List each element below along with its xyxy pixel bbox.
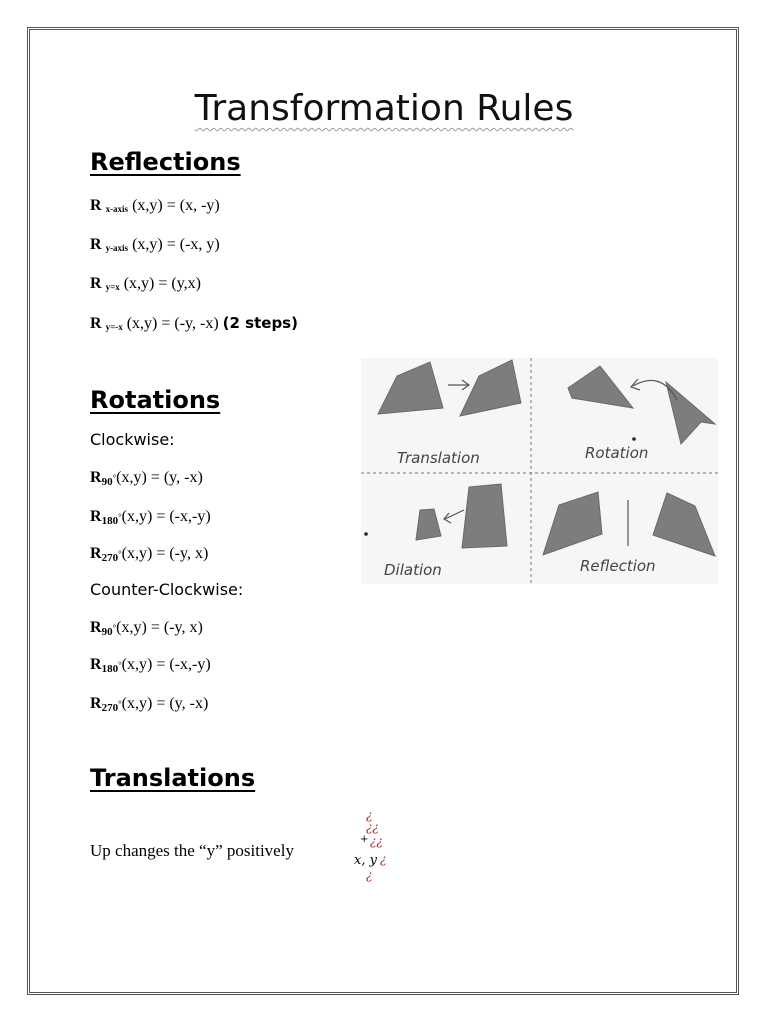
rotation-cw-270: [90, 545, 208, 563]
rotation-ccw-180: [90, 656, 211, 674]
reflections-heading: Reflections: [90, 148, 241, 176]
clockwise-label: Clockwise:: [90, 430, 175, 449]
rule-steps-note: (2 steps): [222, 314, 298, 332]
equation-glyph: ¿¿: [366, 820, 379, 834]
equation-xy: x, y: [354, 853, 377, 868]
degree-mark: °: [112, 473, 117, 483]
embedded-equation-object: [352, 808, 396, 886]
translation-label: Translation: [397, 449, 480, 467]
reflection-rule-x-axis: [90, 197, 220, 215]
rule-expression: (x,y) = (y,x): [123, 275, 201, 292]
rule-subscript: 90: [101, 626, 113, 638]
reflection-image-shape: [653, 493, 715, 556]
translations-heading: Translations: [90, 764, 256, 792]
rule-symbol: R: [90, 236, 102, 253]
rule-expression: (x,y) = (y, -x): [116, 469, 203, 486]
dilation-label: Dilation: [384, 561, 442, 579]
rule-symbol: R: [90, 545, 102, 562]
reflection-rule-y-axis: [90, 236, 220, 254]
rule-subscript: 90: [101, 476, 113, 488]
degree-mark: °: [118, 512, 122, 522]
rotation-image-shape: [666, 382, 715, 444]
reflection-original-shape: [543, 492, 602, 555]
reflection-label: Reflection: [580, 557, 656, 575]
rotation-label: Rotation: [585, 444, 649, 462]
translations-text: Up changes the “y” positively: [90, 841, 294, 860]
rotation-ccw-90: [90, 619, 203, 637]
degree-mark: °: [118, 660, 122, 670]
page-title-text: Transformation Rules: [194, 88, 574, 129]
dilation-large-shape: [462, 484, 507, 548]
rule-subscript: 270: [101, 702, 119, 714]
rule-subscript: y-axis: [105, 243, 129, 253]
rule-expression: (x,y) = (x, -y): [132, 197, 220, 214]
rule-expression: (x,y) = (-x,-y): [121, 508, 211, 525]
equation-glyph: ¿: [366, 808, 373, 822]
rotation-center-point: [632, 437, 636, 441]
equation-glyph: ¿: [366, 868, 373, 882]
rule-expression: (x,y) = (-y, -x): [126, 315, 219, 332]
reflection-rule-y-equals-neg-x: [90, 314, 298, 333]
rule-expression: (x,y) = (-y, x): [116, 619, 203, 636]
rule-expression: (x,y) = (-x,-y): [121, 656, 211, 673]
page-title: [0, 88, 768, 129]
equation-glyph: ¿¿: [370, 834, 383, 848]
degree-mark: °: [112, 623, 117, 633]
rotations-heading: Rotations: [90, 386, 221, 414]
transformations-diagram: [361, 358, 718, 584]
rule-symbol: R: [90, 656, 102, 673]
degree-mark: °: [118, 549, 122, 559]
rule-expression: (x,y) = (-x, y): [132, 236, 220, 253]
rule-subscript: 180: [101, 663, 119, 675]
translation-image-shape: [460, 360, 521, 416]
rule-symbol: R: [90, 275, 102, 292]
equation-glyph: ¿: [380, 852, 387, 866]
rule-expression: (x,y) = (y, -x): [121, 695, 209, 712]
equation-plus: +: [360, 834, 369, 845]
rotation-cw-180: [90, 508, 211, 526]
rule-subscript: 180: [101, 515, 119, 527]
degree-mark: °: [118, 699, 122, 709]
rule-symbol: R: [90, 197, 102, 214]
rotation-cw-90: [90, 469, 203, 487]
rule-symbol: R: [90, 619, 102, 636]
reflection-rule-y-equals-x: [90, 275, 201, 293]
rule-symbol: R: [90, 315, 102, 332]
rule-subscript: 270: [101, 552, 119, 564]
rotation-ccw-270: [90, 695, 208, 713]
transformations-figure: [361, 358, 718, 584]
dilation-center-point: [364, 532, 368, 536]
rule-expression: (x,y) = (-y, x): [121, 545, 209, 562]
counter-clockwise-label: Counter-Clockwise:: [90, 580, 244, 599]
rule-symbol: R: [90, 695, 102, 712]
rule-subscript: y=-x: [105, 322, 123, 332]
rule-symbol: R: [90, 508, 102, 525]
rule-subscript: x-axis: [105, 204, 129, 214]
translation-original-shape: [378, 362, 443, 414]
rule-symbol: R: [90, 469, 102, 486]
rule-subscript: y=x: [105, 282, 120, 292]
dilation-small-shape: [416, 509, 441, 540]
rotation-original-shape: [568, 366, 633, 408]
